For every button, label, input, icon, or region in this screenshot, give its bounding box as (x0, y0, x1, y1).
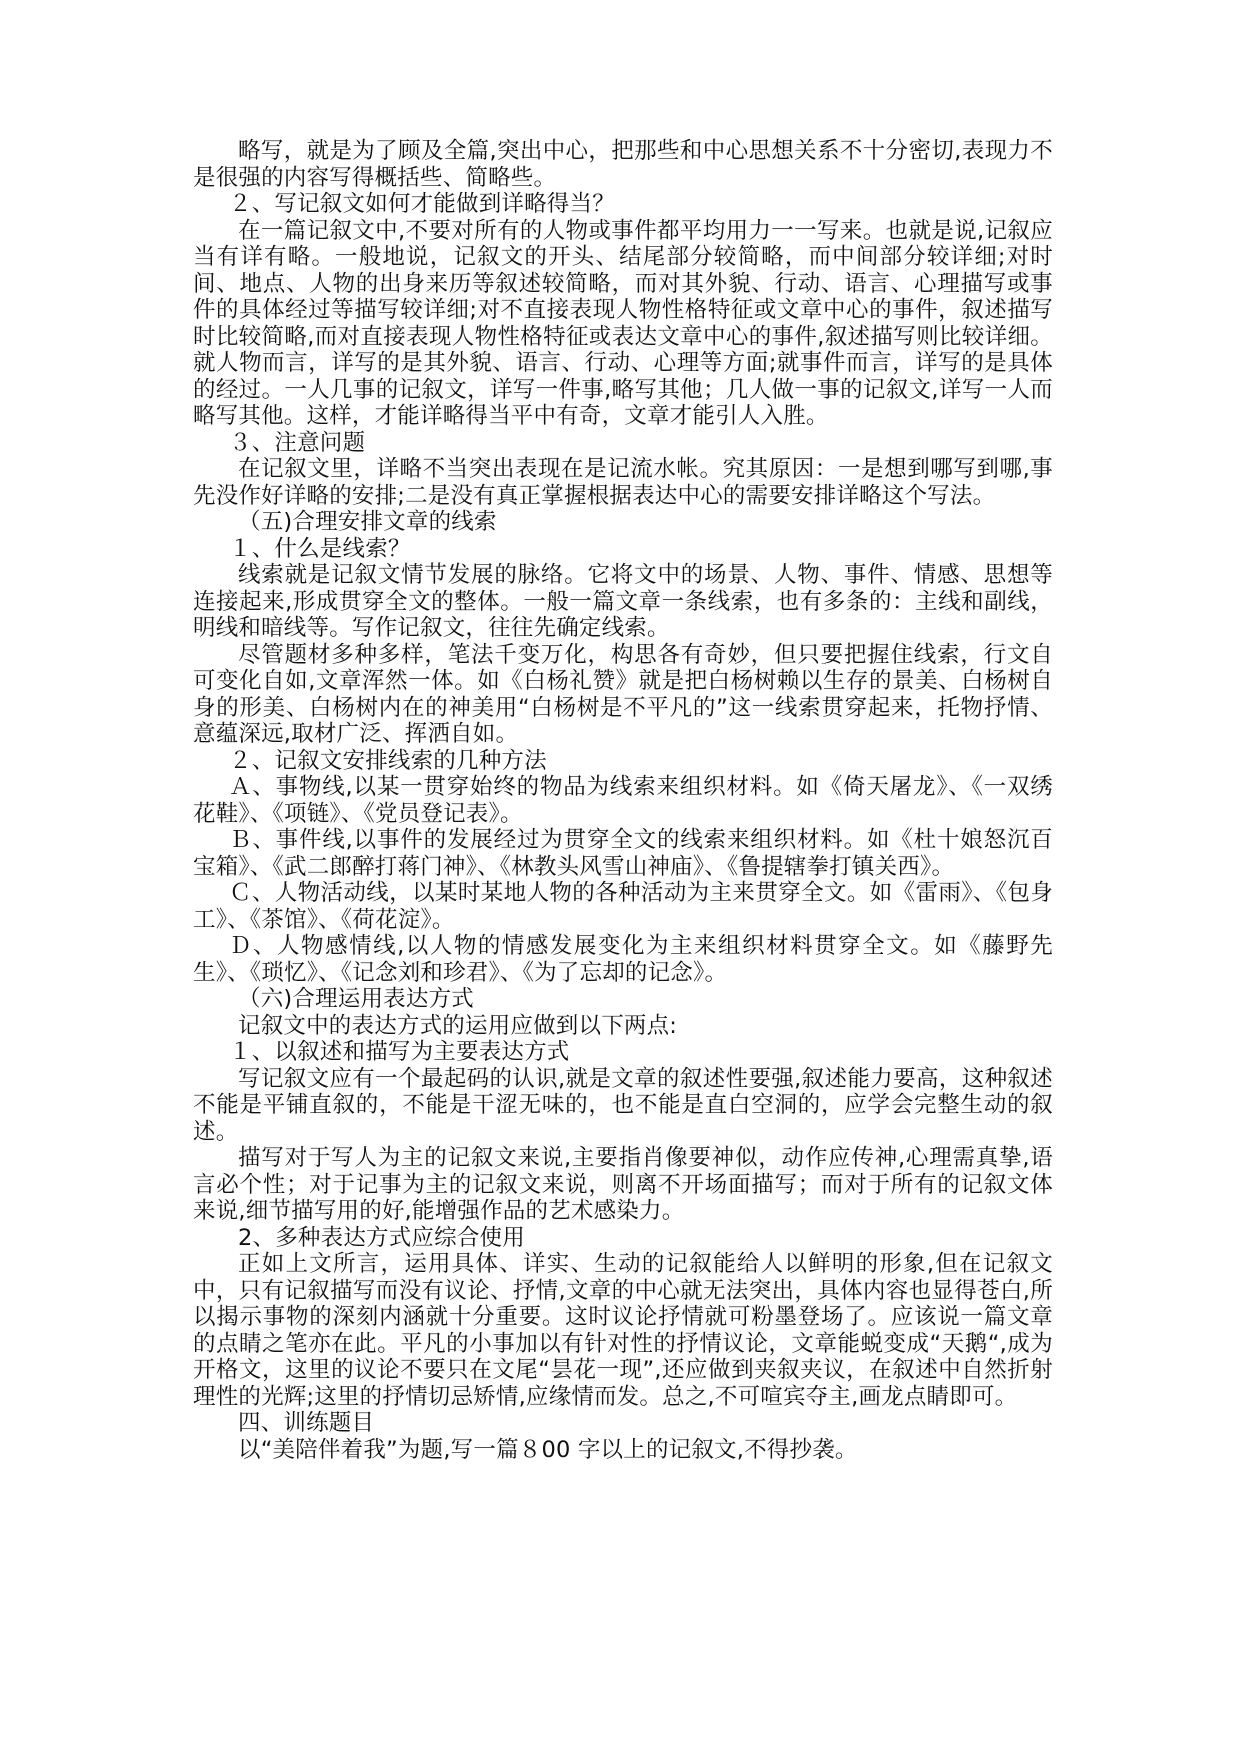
paragraph-clue-example: 尽管题材多种多样，笔法千变万化，构思各有奇妙，但只要把握住线索，行文自可变化自如,文章浑然一体。如《白杨礼赞》就是把白杨树赖以生存的景美、白杨树自身的形美、白杨树内在的神美用“白杨树是不平凡的”这一线索贯穿起来，托物抒情、意蕴深远,取材广泛、挥洒自如。 (193, 641, 1053, 747)
paragraph-brief-writing: 略写，就是为了顾及全篇,突出中心，把那些和中心思想关系不十分密切,表现力不是很强的内容写得概括些、简略些。 (193, 138, 1053, 191)
heading-training-topic: 四、训练题目 (238, 1410, 375, 1436)
paragraph-method-c: Ｃ、人物活动线，以某时某地人物的各种活动为主来贯穿全文。如《雷雨》、《包身工》、《茶馆》、《荷花淀》。 (193, 880, 1053, 933)
document-body (193, 138, 1053, 1463)
paragraph-method-b: Ｂ、事件线,以事件的发展经过为贯穿全文的线索来组织材料。如《杜十娘怒沉百宝箱》、《武二郎醉打蒋门神》、《林教头风雪山神庙》、《鲁提辖拳打镇关西》。 (193, 827, 1053, 880)
paragraph-combined-methods: 正如上文所言，运用具体、详实、生动的记叙能给人以鲜明的形象,但在记叙文中，只有记叙描写而没有议论、抒情,文章的中心就无法突出，具体内容也显得苍白,所以揭示事物的深刻内涵就十分重要。这时议论抒情就可粉墨登场了。应该说一篇文章的点睛之笔亦在此。平凡的小事加以有针对性的抒情议论，文章能蜕变成“天鹅“,成为开格文，这里的议论不要只在文尾“昙花一现”,还应做到夹叙夹议，在叙述中自然折射理性的光辉;这里的抒情切忌矫情,应缘情而发。总之,不可喧宾夺主,画龙点睛即可。 (193, 1251, 1053, 1410)
paragraph-clue-definition: 线索就是记叙文情节发展的脉络。它将文中的场景、人物、事件、情感、思想等连接起来,形成贯穿全文的整体。一般一篇文章一条线索，也有多条的：主线和副线，明线和暗线等。写作记叙文，往往先确定线索。 (193, 562, 1053, 641)
heading-section-five: （五)合理安排文章的线索 (238, 509, 497, 535)
heading-narration-description: １、以叙述和描写为主要表达方式 (229, 1039, 570, 1065)
paragraph-expression-intro: 记叙文中的表达方式的运用应做到以下两点: (238, 1012, 678, 1039)
heading-attention: ３、注意问题 (229, 429, 366, 456)
heading-how-to-balance: ２、写记叙文如何才能做到详略得当？ (229, 191, 615, 217)
paragraph-description: 描写对于写人为主的记叙文来说,主要指肖像要神似，动作应传神,心理需真挚,语言必个性；对于记事为主的记叙文来说，则离不开场面描写；而对于所有的记叙文体来说,细节描写用的好,能增强作品的艺术感染力。 (193, 1145, 1053, 1224)
heading-what-is-clue: １、什么是线索？ (229, 535, 411, 562)
heading-section-six: （六)合理运用表达方式 (238, 986, 474, 1012)
paragraph-narration: 写记叙文应有一个最起码的认识,就是文章的叙述性要强,叙述能力要高，这种叙述不能是平铺直叙的，不能是干涩无味的，也不能是直白空洞的，应学会完整生动的叙述。 (193, 1065, 1053, 1145)
paragraph-method-d: Ｄ、人物感情线,以人物的情感发展变化为主来组织材料贯穿全文。如《藤野先生》、《琐忆》、《记念刘和珍君》、《为了忘却的记念》。 (193, 933, 1053, 986)
paragraph-training-topic: 以“美陪伴着我”为题,写一篇８00 字以上的记叙文,不得抄袭。 (238, 1436, 858, 1463)
paragraph-attention: 在记叙文里，详略不当突出表现在是记流水帐。究其原因：一是想到哪写到哪,事先没作好详略的安排;二是没有真正掌握根据表达中心的需要安排详略这个写法。 (193, 456, 1053, 509)
heading-clue-methods: ２、记叙文安排线索的几种方法 (229, 747, 547, 774)
heading-combined-methods: 2、多种表达方式应综合使用 (238, 1224, 525, 1251)
paragraph-method-a: Ａ、事物线,以某一贯穿始终的物品为线索来组织材料。如《倚天屠龙》、《一双绣花鞋》、《项链》、《党员登记表》。 (193, 774, 1053, 827)
paragraph-balance-detail: 在一篇记叙文中,不要对所有的人物或事件都平均用力一一写来。也就是说,记叙应当有详有略。一般地说，记叙文的开头、结尾部分较简略，而中间部分较详细;对时间、地点、人物的出身来历等叙述较简略，而对其外貌、行动、语言、心理描写或事件的具体经过等描写较详细;对不直接表现人物性格特征或文章中心的事件，叙述描写时比较简略,而对直接表现人物性格特征或表达文章中心的事件,叙述描写则比较详细。就人物而言，详写的是其外貌、语言、行动、心理等方面;就事件而言，详写的是具体的经过。一人几事的记叙文，详写一件事,略写其他；几人做一事的记叙文,详写一人而略写其他。这样，才能详略得当平中有奇，文章才能引人入胜。 (193, 217, 1053, 429)
